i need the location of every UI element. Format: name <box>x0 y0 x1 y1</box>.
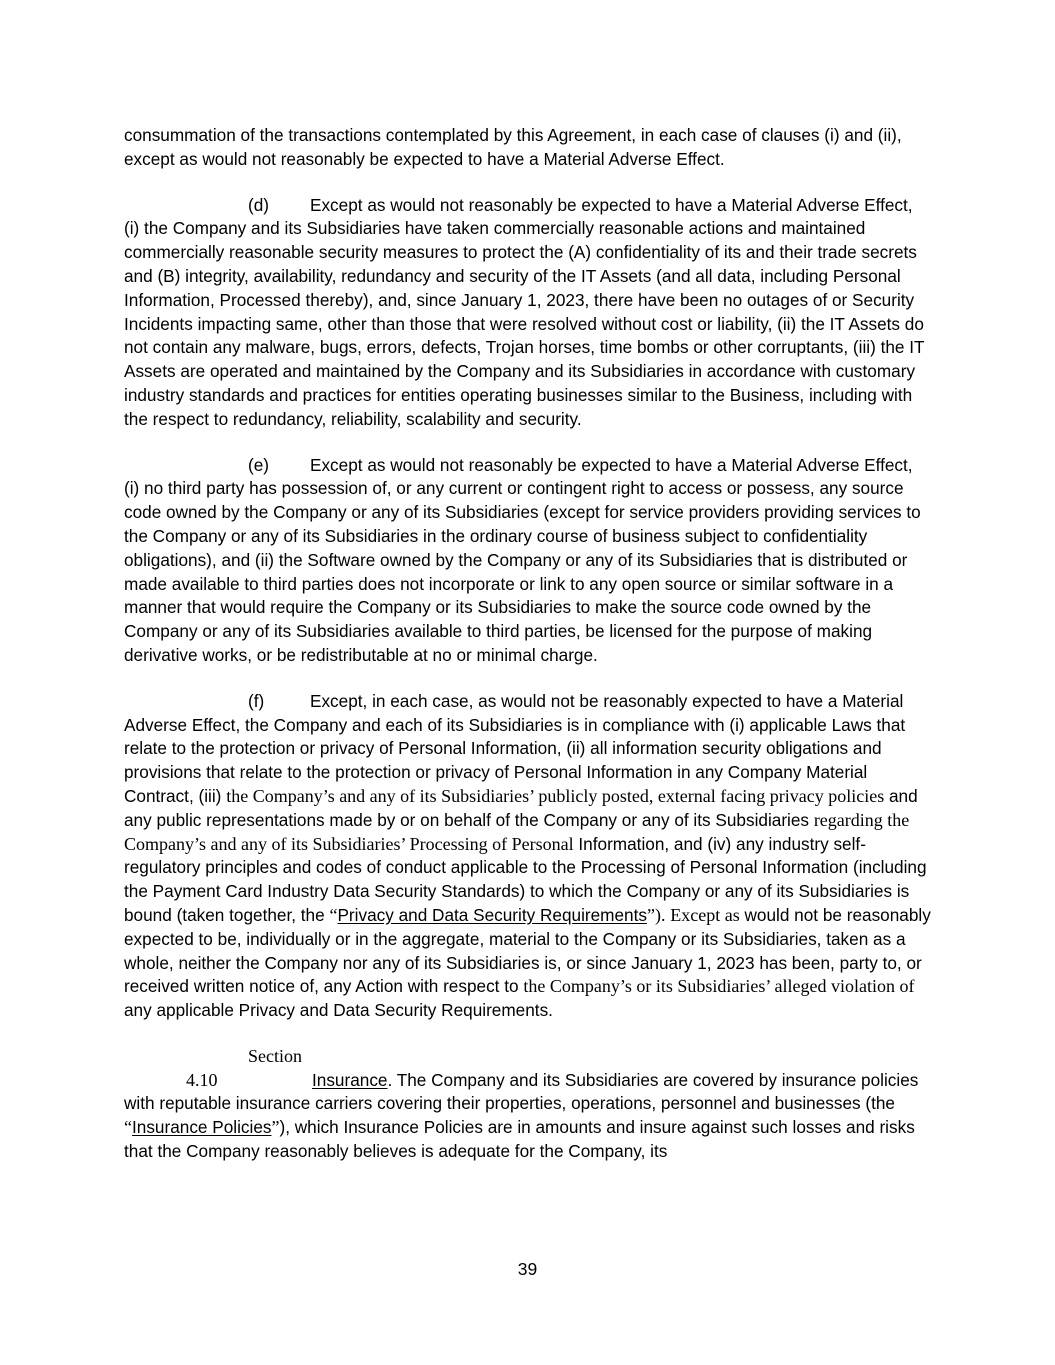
page-body <box>124 124 932 1164</box>
page-number: 39 <box>517 1259 538 1279</box>
paragraph-d-text: Except as would not reasonably be expected to have a Material Adverse Effect, (i) the Company and its Subsidiaries have taken commercially reasonable actions and maintained commercially reasonable security measures to protect the (A) confidentiality of its and their trade secrets and (B) integrity, availability, redundancy and security of the IT Assets (and all data, including Personal Information, Processed thereby), and, since January 1, 2023, there have been no outages of or Security Incidents impacting same, other than those that were resolved without cost or liability, (ii) the IT Assets do not contain any malware, bugs, errors, defects, Trojan horses, time bombs or other corruptants, (iii) the IT Assets are operated and maintained by the Company and its Subsidiaries in accordance with customary industry standards and practices for entities operating businesses similar to the Business, including with the respect to redundancy, reliability, scalability and security. <box>124 194 925 429</box>
section-number: Section 4.10 <box>186 1045 302 1090</box>
privacy-requirements-defined-term: Privacy and Data Security Requirements <box>337 904 647 925</box>
section-4-10-tail: ), which Insurance Policies are in amounts and insure against such losses and risks that the Company reasonably believes is adequate for the Company, its <box>124 1117 915 1162</box>
paragraph-f-part2: and any public representations made by or on behalf of the Company or any of its Subsidiaries <box>124 785 918 830</box>
paragraph-f-part3: Information, and (iv) any industry self-regulatory principles and codes of conduct applicable to the Processing of Personal Information (including the Payment Card Industry Data Security Standards) to which the Company or any of its Subsidiaries is bound (taken together, the <box>124 833 927 925</box>
paragraph-f-label: (f) <box>248 690 265 711</box>
paragraph-f-part4: would not be reasonably expected to be, individually or in the aggregate, material to the Company or its Subsidiaries, taken as a whole, neither the Company nor any of its Subsidiaries is, or since January 1, 2023 has been, party to, or received written notice of, any Action with respect to <box>124 904 931 997</box>
section-4-10-paragraph <box>124 1045 932 1164</box>
paragraph-d <box>124 194 932 432</box>
section-4-10-close-quote: ” <box>271 1117 280 1138</box>
section-heading: Insurance <box>312 1069 388 1090</box>
intro-paragraph: consummation of the transactions contemplated by this Agreement, in each case of clauses (i) and (ii), except as would not reasonably be expected to have a Material Adverse Effect. <box>124 125 902 169</box>
paragraph-f-close-quote: ”). <box>646 904 666 925</box>
section-4-10-text: . The Company and its Subsidiaries are covered by insurance policies with reputable insurance carriers covering their properties, operations, personnel and businesses (the <box>124 1069 919 1114</box>
section-4-10-open-quote: “ <box>124 1117 132 1138</box>
paragraph-f <box>124 690 932 1023</box>
paragraph-f-open-quote: “ <box>329 904 338 925</box>
paragraph-e-text: Except as would not reasonably be expected to have a Material Adverse Effect, (i) no third party has possession of, or any current or contingent right to access or possess, any source code owned by the Company or any of its Subsidiaries (except for service providers providing services to the Company or any of its Subsidiaries in the ordinary course of business subject to confidentiality obligations), and (ii) the Software owned by the Company or any of its Subsidiaries that is distributed or made available to third parties does not incorporate or link to any open source or similar software in a manner that would require the Company or its Subsidiaries to make the source code owned by the Company or any of its Subsidiaries available to third parties, be licensed for the purpose of making derivative works, or be redistributable at no or minimal charge. <box>124 454 921 665</box>
paragraph-f-serif4: the Company’s or its Subsidiaries’ alleged violation of <box>523 976 915 997</box>
paragraph-f-part5: any applicable Privacy and Data Security Requirements. <box>124 1000 553 1021</box>
paragraph-d-label: (d) <box>248 194 270 215</box>
paragraph-f-part1: Except, in each case, as would not be reasonably expected to have a Material Adverse Effect, the Company and each of its Subsidiaries is in compliance with (i) applicable Laws that relate to the protection or privacy of Personal Information, (ii) all information security obligations and provisions that relate to the protection or privacy of Personal Information in any Company Material Contract, (iii) <box>124 690 906 806</box>
paragraph-e <box>124 454 932 668</box>
paragraph-f-serif1: the Company’s and any of its Subsidiaries’ publicly posted, external facing privacy policies <box>226 785 885 806</box>
paragraph-e-label: (e) <box>248 454 270 475</box>
paragraph-f-serif2: regarding the Company’s and any of its Subsidiaries’ Processing of Personal <box>124 809 910 854</box>
insurance-policies-defined-term: Insurance Policies <box>132 1117 272 1138</box>
paragraph-f-serif3: Except as <box>670 904 740 925</box>
